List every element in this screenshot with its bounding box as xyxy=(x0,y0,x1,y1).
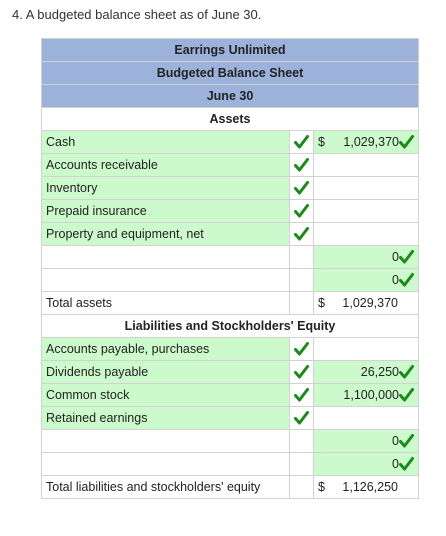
total-assets-row xyxy=(42,292,419,315)
check-icon xyxy=(294,411,309,425)
check-icon xyxy=(294,388,309,402)
dollar-sign: $ xyxy=(318,480,325,494)
asset-label-check-cell xyxy=(290,200,314,223)
asset-amount-field[interactable] xyxy=(314,223,419,246)
liability-amount-field[interactable] xyxy=(314,361,419,384)
check-icon xyxy=(294,227,309,241)
question-text: 4. A budgeted balance sheet as of June 30. xyxy=(12,7,262,22)
liability-label-check-cell xyxy=(290,407,314,430)
asset-label-check-cell xyxy=(290,131,314,154)
liability-row xyxy=(42,407,419,430)
asset-label-field[interactable]: Property and equipment, net xyxy=(42,223,290,246)
assets-heading: Assets xyxy=(42,108,419,131)
total-assets-label: Total assets xyxy=(42,292,290,315)
asset-amount-field[interactable] xyxy=(314,131,419,154)
balance-sheet-table xyxy=(41,38,419,499)
asset-amount-field[interactable] xyxy=(314,177,419,200)
liability-label-field[interactable]: Accounts payable, purchases xyxy=(42,338,290,361)
total-liabilities-amount xyxy=(314,476,419,499)
liability-amount-field[interactable] xyxy=(314,384,419,407)
asset-row xyxy=(42,131,419,154)
liability-label-field[interactable] xyxy=(42,453,290,476)
asset-amount-field[interactable] xyxy=(314,269,419,292)
check-icon xyxy=(399,388,414,402)
asset-label-check-cell xyxy=(290,154,314,177)
liabilities-heading: Liabilities and Stockholders' Equity xyxy=(42,315,419,338)
liability-label-field[interactable]: Dividends payable xyxy=(42,361,290,384)
liability-amount-value: 0 xyxy=(392,456,399,471)
liability-label-field[interactable] xyxy=(42,430,290,453)
total-liabilities-spacer xyxy=(290,476,314,499)
asset-label-field[interactable]: Prepaid insurance xyxy=(42,200,290,223)
check-icon xyxy=(399,250,414,264)
asset-row xyxy=(42,246,419,269)
asset-row xyxy=(42,269,419,292)
check-icon xyxy=(294,181,309,195)
liability-amount-field[interactable] xyxy=(314,407,419,430)
liability-row xyxy=(42,430,419,453)
liability-amount-value: 0 xyxy=(392,433,399,448)
asset-amount-value: 1,029,370 xyxy=(343,134,399,149)
total-liabilities-label: Total liabilities and stockholders' equity xyxy=(42,476,290,499)
check-icon xyxy=(294,342,309,356)
asset-amount-value: 0 xyxy=(392,249,399,264)
liability-row xyxy=(42,338,419,361)
liability-label-check-cell xyxy=(290,430,314,453)
company-name: Earrings Unlimited xyxy=(42,39,419,62)
liability-label-check-cell xyxy=(290,338,314,361)
total-assets-amount xyxy=(314,292,419,315)
liability-label-check-cell xyxy=(290,384,314,407)
total-liabilities-row xyxy=(42,476,419,499)
liability-label-field[interactable]: Common stock xyxy=(42,384,290,407)
liability-label-check-cell xyxy=(290,361,314,384)
statement-date: June 30 xyxy=(42,85,419,108)
total-liabilities-amount-value: 1,126,250 xyxy=(342,480,398,494)
asset-amount-value: 0 xyxy=(392,272,399,287)
asset-label-check-cell xyxy=(290,223,314,246)
liability-row xyxy=(42,384,419,407)
liability-amount-field[interactable] xyxy=(314,453,419,476)
dollar-sign: $ xyxy=(318,135,325,149)
asset-row xyxy=(42,200,419,223)
statement-title: Budgeted Balance Sheet xyxy=(42,62,419,85)
check-icon xyxy=(294,158,309,172)
liability-amount-field[interactable] xyxy=(314,338,419,361)
liability-label-field[interactable]: Retained earnings xyxy=(42,407,290,430)
check-icon xyxy=(399,135,414,149)
asset-label-check-cell xyxy=(290,177,314,200)
asset-amount-field[interactable] xyxy=(314,200,419,223)
asset-row xyxy=(42,177,419,200)
liability-amount-value: 1,100,000 xyxy=(343,387,399,402)
asset-label-check-cell xyxy=(290,269,314,292)
liability-amount-value: 26,250 xyxy=(360,364,399,379)
total-assets-amount-value: 1,029,370 xyxy=(342,296,398,310)
check-icon xyxy=(294,365,309,379)
liability-row xyxy=(42,453,419,476)
check-icon xyxy=(399,434,414,448)
total-assets-spacer xyxy=(290,292,314,315)
asset-label-field[interactable]: Cash xyxy=(42,131,290,154)
asset-row xyxy=(42,154,419,177)
asset-label-field[interactable] xyxy=(42,269,290,292)
asset-label-field[interactable]: Accounts receivable xyxy=(42,154,290,177)
check-icon xyxy=(399,365,414,379)
asset-label-field[interactable]: Inventory xyxy=(42,177,290,200)
liability-amount-field[interactable] xyxy=(314,430,419,453)
check-icon xyxy=(399,457,414,471)
liability-row xyxy=(42,361,419,384)
asset-label-field[interactable] xyxy=(42,246,290,269)
asset-label-check-cell xyxy=(290,246,314,269)
asset-amount-field[interactable] xyxy=(314,154,419,177)
asset-amount-field[interactable] xyxy=(314,246,419,269)
check-icon xyxy=(399,273,414,287)
check-icon xyxy=(294,204,309,218)
asset-row xyxy=(42,223,419,246)
liability-label-check-cell xyxy=(290,453,314,476)
dollar-sign: $ xyxy=(318,296,325,310)
check-icon xyxy=(294,135,309,149)
